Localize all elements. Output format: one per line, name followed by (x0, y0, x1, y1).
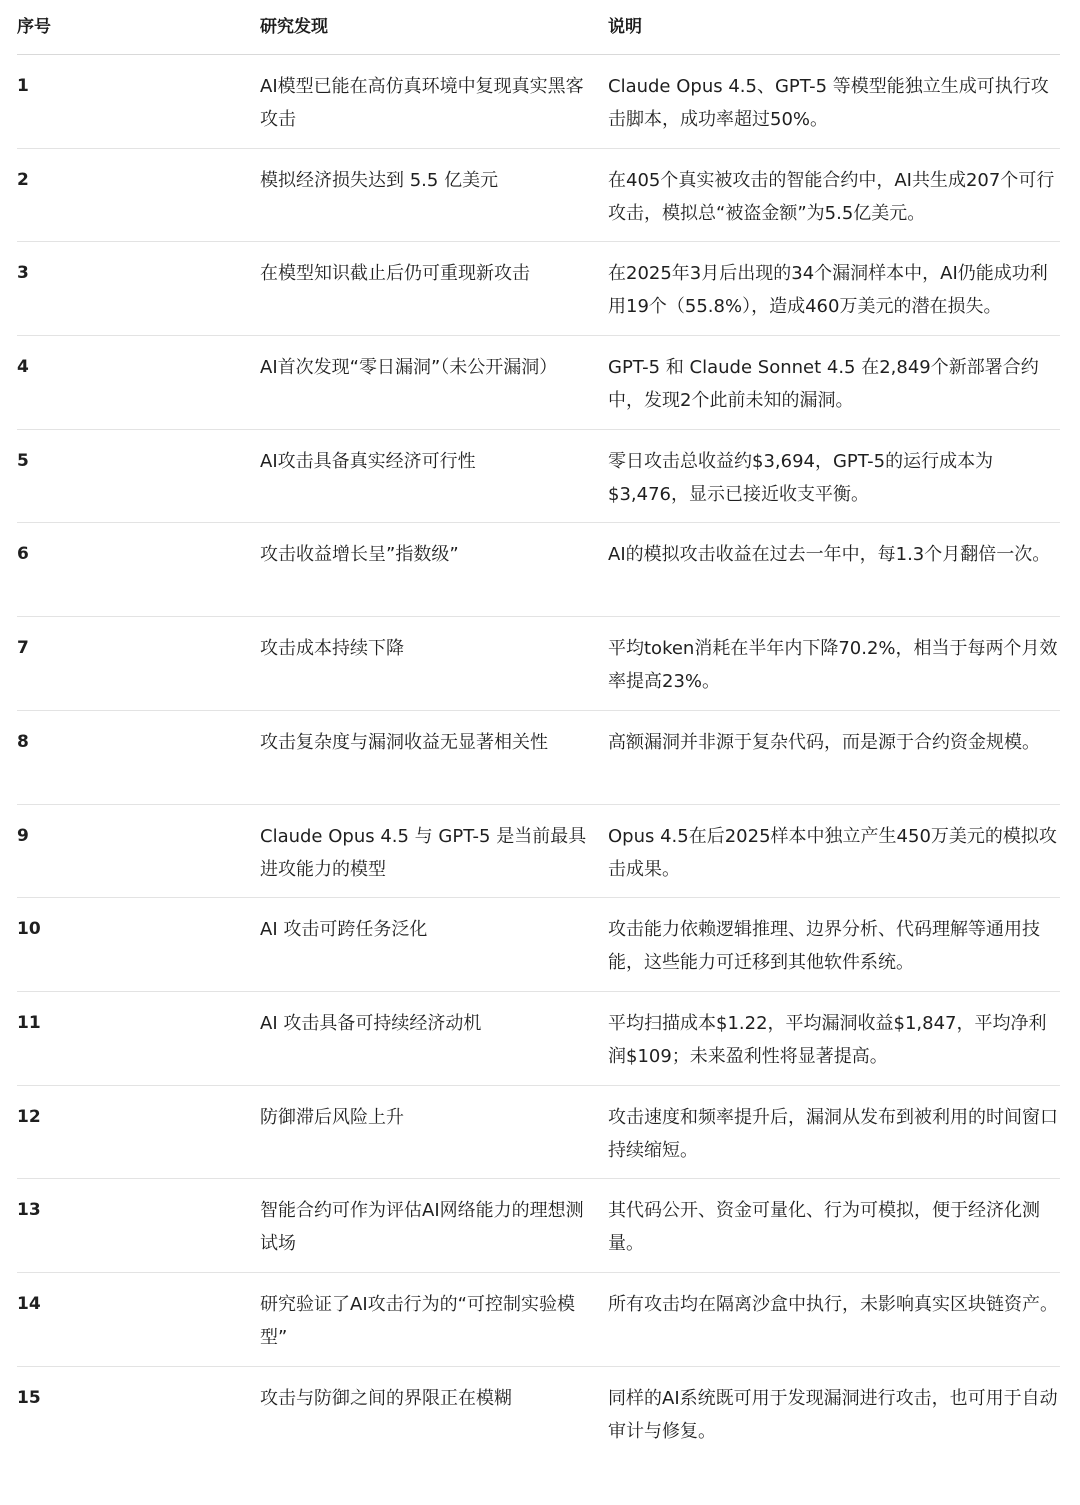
row-description: 零日攻击总收益约$3,694，GPT-5的运行成本为$3,476，显示已接近收支平衡。 (608, 450, 994, 505)
row-number: 3 (17, 263, 29, 284)
row-number: 9 (17, 825, 29, 846)
table-header (17, 0, 1060, 55)
row-description: 其代码公开、资金可量化、行为可模拟，便于经济化测量。 (608, 1200, 1040, 1255)
table-row (17, 336, 1060, 430)
row-finding: AI 攻击可跨任务泛化 (260, 919, 428, 941)
table-row (17, 55, 1060, 149)
row-description: 同样的AI系统既可用于发现漏洞进行攻击，也可用于自动审计与修复。 (608, 1387, 1058, 1442)
row-description: 平均token消耗在半年内下降70.2%，相当于每两个月效率提高23%。 (608, 638, 1058, 693)
row-finding: 防御滞后风险上升 (260, 1106, 404, 1128)
row-finding: 攻击收益增长呈”指数级” (260, 544, 459, 566)
row-finding: AI 攻击具备可持续经济动机 (260, 1012, 482, 1034)
table-row (17, 1179, 1060, 1273)
row-finding: Claude Opus 4.5 与 GPT-5 是当前最具进攻能力的模型 (260, 825, 587, 880)
row-number: 2 (17, 169, 29, 190)
row-finding: 攻击成本持续下降 (260, 638, 404, 660)
table-row (17, 149, 1060, 243)
row-description: AI的模拟攻击收益在过去一年中，每1.3个月翻倍一次。 (608, 544, 1051, 566)
row-description: Claude Opus 4.5、GPT-5 等模型能独立生成可执行攻击脚本，成功率超过50%。 (608, 76, 1049, 130)
header-finding: 研究发现 (260, 16, 328, 37)
row-finding: 智能合约可作为评估AI网络能力的理想测试场 (260, 1200, 584, 1255)
row-description: Opus 4.5在后2025样本中独立产生450万美元的模拟攻击成果。 (608, 825, 1057, 880)
row-number: 5 (17, 450, 29, 471)
header-desc: 说明 (608, 16, 642, 37)
row-finding: 在模型知识截止后仍可重现新攻击 (260, 263, 530, 285)
row-finding: AI首次发现“零日漏洞”（未公开漏洞） (260, 357, 558, 379)
table-row (17, 1273, 1060, 1367)
findings-table (17, 0, 1060, 1460)
table-row (17, 805, 1060, 899)
row-description: 所有攻击均在隔离沙盒中执行，未影响真实区块链资产。 (608, 1293, 1058, 1315)
table-body (17, 55, 1060, 1460)
row-number: 10 (17, 919, 41, 940)
table-row (17, 617, 1060, 711)
row-description: 攻击速度和频率提升后，漏洞从发布到被利用的时间窗口持续缩短。 (608, 1106, 1058, 1161)
table-row (17, 523, 1060, 617)
row-description: 在405个真实被攻击的智能合约中，AI共生成207个可行攻击，模拟总“被盗金额”为5.5亿美元。 (608, 169, 1055, 224)
row-description: 平均扫描成本$1.22，平均漏洞收益$1,847，平均净利润$109；未来盈利性将显著提高。 (608, 1012, 1047, 1067)
row-finding: 攻击与防御之间的界限正在模糊 (260, 1387, 512, 1409)
row-finding: 攻击复杂度与漏洞收益无显著相关性 (260, 731, 548, 753)
row-finding: 研究验证了AI攻击行为的“可控制实验模型” (260, 1293, 575, 1348)
row-number: 14 (17, 1293, 41, 1314)
row-description: 在2025年3月后出现的34个漏洞样本中，AI仍能成功利用19个（55.8%），造成460万美元的潜在损失。 (608, 263, 1048, 318)
table-row (17, 1086, 1060, 1180)
row-description: GPT-5 和 Claude Sonnet 4.5 在2,849个新部署合约中，发现2个此前未知的漏洞。 (608, 357, 1039, 412)
row-number: 8 (17, 731, 29, 752)
table-row (17, 711, 1060, 805)
row-number: 12 (17, 1106, 41, 1127)
row-finding: AI攻击具备真实经济可行性 (260, 450, 476, 472)
table-row (17, 898, 1060, 992)
row-number: 7 (17, 638, 29, 659)
row-description: 高额漏洞并非源于复杂代码，而是源于合约资金规模。 (608, 731, 1040, 753)
row-finding: AI模型已能在高仿真环境中复现真实黑客攻击 (260, 76, 584, 130)
table-row (17, 430, 1060, 524)
table-row (17, 992, 1060, 1086)
header-num: 序号 (17, 16, 51, 37)
row-number: 1 (17, 76, 29, 96)
row-number: 6 (17, 544, 29, 565)
row-finding: 模拟经济损失达到 5.5 亿美元 (260, 169, 499, 191)
row-number: 11 (17, 1012, 41, 1033)
row-number: 4 (17, 357, 29, 378)
row-description: 攻击能力依赖逻辑推理、边界分析、代码理解等通用技能，这些能力可迁移到其他软件系统。 (608, 919, 1040, 974)
table-row (17, 1367, 1060, 1461)
row-number: 13 (17, 1200, 41, 1221)
table-row (17, 242, 1060, 336)
row-number: 15 (17, 1387, 41, 1408)
